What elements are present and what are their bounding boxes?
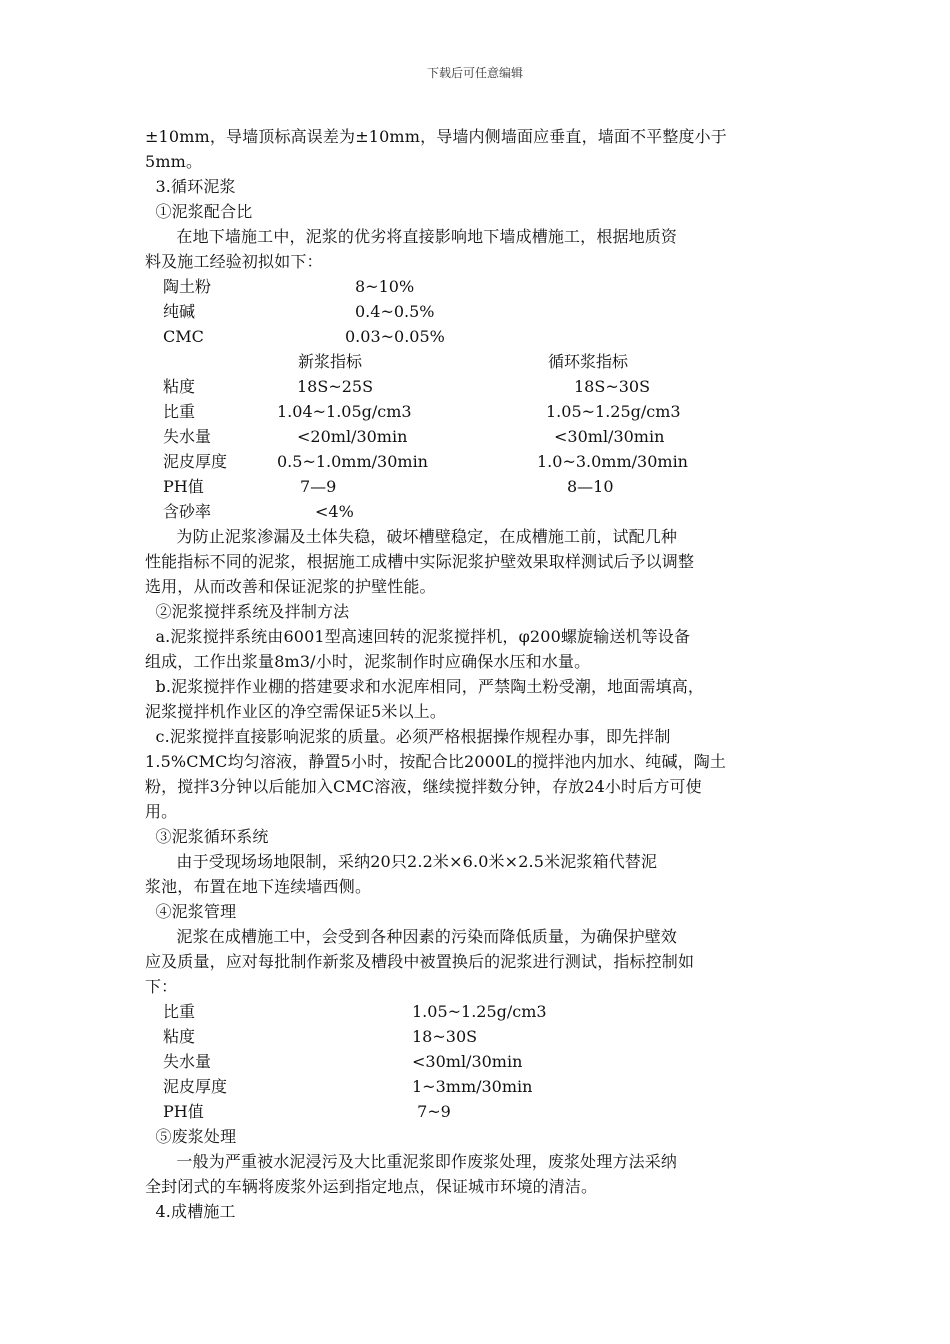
text-line: c.泥浆搅拌直接影响泥浆的质量。必须严格根据操作规程办事，即先拌制 <box>145 727 671 746</box>
control-value: 1.05~1.25g/cm3 <box>412 1002 547 1021</box>
index-row-cycle: 18S~30S <box>574 377 651 396</box>
text-line: 一般为严重被水泥浸污及大比重泥浆即作废浆处理，废浆处理方法采纳 <box>145 1152 678 1171</box>
index-row-cycle: 1.0~3.0mm/30min <box>537 452 688 471</box>
text-line: a.泥浆搅拌系统由6001型高速回转的泥浆搅拌机，φ200螺旋输送机等设备 <box>145 627 691 646</box>
control-name: 泥皮厚度 <box>163 1077 228 1096</box>
control-value: 7~9 <box>412 1102 451 1121</box>
control-name: 失水量 <box>163 1052 212 1071</box>
text-line: 选用，从而改善和保证泥浆的护壁性能。 <box>145 577 436 596</box>
index-row-new: 18S~25S <box>297 377 374 396</box>
text-line: ±10mm，导墙顶标高误差为±10mm，导墙内侧墙面应垂直，墙面不平整度小于 <box>145 127 727 146</box>
subsection-heading: ④泥浆管理 <box>145 902 237 921</box>
index-row-name: 粘度 <box>163 377 196 396</box>
text-line: 粉，搅拌3分钟以后能加入CMC溶液，继续搅拌数分钟，存放24小时后方可使 <box>145 777 702 796</box>
text-line: 5mm。 <box>145 152 203 171</box>
control-value: 1~3mm/30min <box>412 1077 533 1096</box>
index-row-cycle: 1.05~1.25g/cm3 <box>546 402 681 421</box>
page-header: 下载后可任意编辑 <box>426 66 523 80</box>
text-line: 性能指标不同的泥浆，根据施工成槽中实际泥浆护壁效果取样测试后予以调整 <box>145 552 695 571</box>
index-row-cycle: 8—10 <box>567 477 614 496</box>
index-row-cycle: <30ml/30min <box>554 427 665 446</box>
index-row-name: PH值 <box>163 477 204 496</box>
index-row-name: 含砂率 <box>163 502 212 521</box>
text-line: 应及质量，应对每批制作新浆及槽段中被置换后的泥浆进行测试，指标控制如 <box>145 952 695 971</box>
text-line: 为防止泥浆渗漏及土体失稳，破坏槽壁稳定，在成槽施工前，试配几种 <box>145 527 678 546</box>
text-line: 用。 <box>145 802 178 821</box>
index-header-cycle: 循环浆指标 <box>548 352 629 371</box>
text-line: 下： <box>145 977 178 996</box>
text-line: 浆池，布置在地下连续墙西侧。 <box>145 877 372 896</box>
control-value: <30ml/30min <box>412 1052 523 1071</box>
mix-value: 0.03~0.05% <box>345 327 445 346</box>
index-row-name: 泥皮厚度 <box>163 452 228 471</box>
mix-name: 纯碱 <box>163 302 196 321</box>
index-row-new: 7—9 <box>300 477 337 496</box>
section-heading: 3.循环泥浆 <box>145 177 236 196</box>
mix-name: CMC <box>163 327 204 346</box>
index-row-name: 失水量 <box>163 427 212 446</box>
subsection-heading: ①泥浆配合比 <box>145 202 253 221</box>
text-line: 组成，工作出浆量8m3/小时，泥浆制作时应确保水压和水量。 <box>145 652 591 671</box>
control-name: PH值 <box>163 1102 204 1121</box>
index-row-new: 0.5~1.0mm/30min <box>277 452 428 471</box>
control-value: 18~30S <box>412 1027 478 1046</box>
index-row-new: <4% <box>315 502 354 521</box>
text-line: 1.5%CMC均匀溶液，静置5小时，按配合比2000L的搅拌池内加水、纯碱，陶土 <box>145 752 727 771</box>
subsection-heading: ②泥浆搅拌系统及拌制方法 <box>145 602 350 621</box>
index-row-new: <20ml/30min <box>297 427 408 446</box>
index-row-new: 1.04~1.05g/cm3 <box>277 402 412 421</box>
mix-value: 8~10% <box>355 277 415 296</box>
section-heading: 4.成槽施工 <box>145 1202 236 1221</box>
mix-value: 0.4~0.5% <box>355 302 435 321</box>
control-name: 粘度 <box>163 1027 196 1046</box>
text-line: 在地下墙施工中，泥浆的优劣将直接影响地下墙成槽施工，根据地质资 <box>145 227 678 246</box>
control-name: 比重 <box>163 1002 196 1021</box>
text-line: 全封闭式的车辆将废浆外运到指定地点，保证城市环境的清洁。 <box>145 1177 598 1196</box>
text-line: 由于受现场场地限制，采纳20只2.2米×6.0米×2.5米泥浆箱代替泥 <box>145 852 658 871</box>
subsection-heading: ③泥浆循环系统 <box>145 827 269 846</box>
mix-name: 陶土粉 <box>163 277 212 296</box>
text-line: b.泥浆搅拌作业棚的搭建要求和水泥库相同，严禁陶土粉受潮，地面需填高， <box>145 677 705 696</box>
text-line: 泥浆在成槽施工中，会受到各种因素的污染而降低质量，为确保护壁效 <box>145 927 678 946</box>
index-row-name: 比重 <box>163 402 196 421</box>
text-line: 泥浆搅拌机作业区的净空需保证5米以上。 <box>145 702 447 721</box>
subsection-heading: ⑤废浆处理 <box>145 1127 237 1146</box>
text-line: 料及施工经验初拟如下： <box>145 252 323 271</box>
index-header-new: 新浆指标 <box>298 352 363 371</box>
